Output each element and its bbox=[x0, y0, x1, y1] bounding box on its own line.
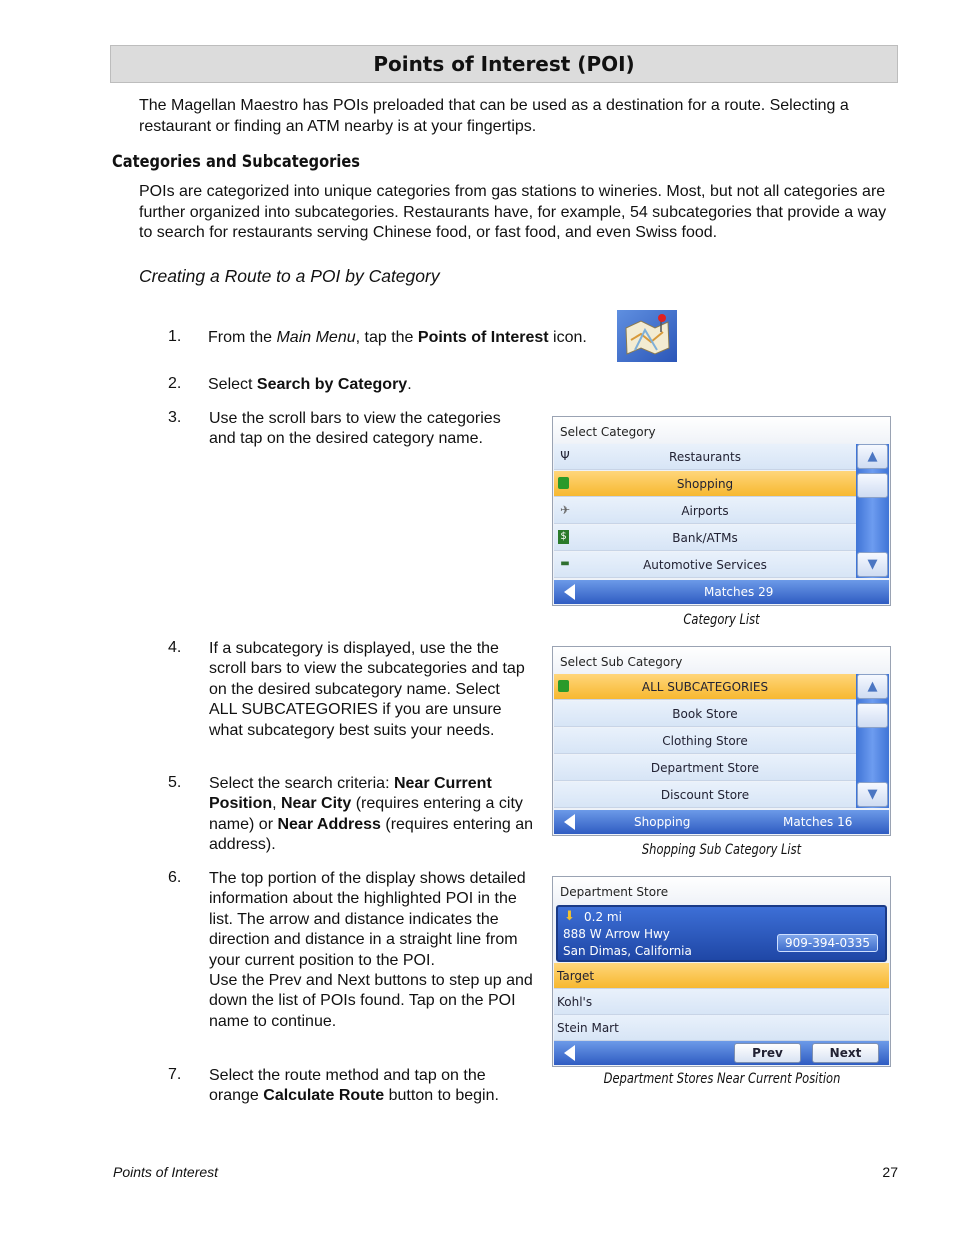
scroll-down-button[interactable] bbox=[857, 782, 888, 807]
scroll-down-button[interactable] bbox=[857, 552, 888, 577]
screen-footer bbox=[554, 810, 889, 834]
step-text-part: button to begin. bbox=[384, 1087, 499, 1105]
subsection-heading: Creating a Route to a POI by Category bbox=[139, 266, 440, 286]
poi-row-target[interactable] bbox=[554, 963, 889, 989]
back-arrow-icon[interactable] bbox=[564, 814, 575, 830]
poi-distance: 0.2 mi bbox=[584, 910, 622, 924]
step-number: 5. bbox=[168, 774, 182, 791]
step-text-part: icon. bbox=[548, 329, 587, 346]
row-label: Department Store bbox=[650, 761, 760, 775]
page-title: Points of Interest (POI) bbox=[110, 45, 898, 83]
phone-button[interactable]: 909-394-0335 bbox=[777, 934, 878, 952]
category-scrollbar[interactable] bbox=[856, 444, 889, 578]
category-row-restaurants[interactable] bbox=[554, 444, 856, 470]
near-current-position-ref: Near Current Position bbox=[209, 775, 492, 813]
poi-address: 888 W Arrow Hwy bbox=[563, 927, 670, 941]
step-5-text bbox=[209, 774, 535, 856]
subcategory-scrollbar[interactable] bbox=[856, 674, 889, 808]
poi-ref: Points of Interest bbox=[417, 329, 549, 346]
near-address-ref: Near Address bbox=[277, 815, 381, 833]
poi-row-stein-mart[interactable] bbox=[554, 1015, 889, 1041]
step-text-part: (requires entering an address). bbox=[209, 815, 534, 854]
poi-results-screen bbox=[552, 876, 891, 1067]
subcategory-row-department-store[interactable] bbox=[554, 755, 856, 781]
chevron-down-icon: ▼ bbox=[867, 557, 878, 572]
step-text-part: , bbox=[272, 795, 281, 813]
subcategory-row-clothing-store[interactable] bbox=[554, 728, 856, 754]
next-button[interactable]: Next bbox=[812, 1043, 879, 1063]
screen-header: Select Sub Category bbox=[553, 647, 890, 673]
row-label: Book Store bbox=[672, 707, 738, 721]
step-number: 1. bbox=[168, 328, 182, 345]
subcategory-list-screen bbox=[552, 646, 891, 836]
category-row-airports[interactable] bbox=[554, 498, 856, 524]
step-2-text bbox=[208, 375, 412, 395]
row-label: Target bbox=[557, 969, 595, 983]
figure-caption: Department Stores Near Current Position bbox=[603, 1071, 841, 1087]
step-3-text: Use the scroll bars to view the categories and tap on the desired category name. bbox=[209, 410, 501, 448]
back-arrow-icon[interactable] bbox=[564, 584, 575, 600]
step-number: 7. bbox=[168, 1066, 182, 1083]
subcategory-row-book-store[interactable] bbox=[554, 701, 856, 727]
subcategory-row-discount-store[interactable] bbox=[554, 782, 856, 808]
step-text-part: Select the search criteria: bbox=[209, 775, 394, 792]
step-1-text bbox=[208, 328, 587, 348]
shopping-bag-icon bbox=[558, 477, 569, 489]
matches-count: Matches 16 bbox=[783, 815, 853, 829]
step-4-text: If a subcategory is displayed, use the the scroll bars to view the subcategories and tap on the desired subcategory name. Select ALL SUBCATEGORIES if you are unsure what subcategory best suits your needs. bbox=[209, 640, 525, 739]
step-text-part: , tap the bbox=[355, 329, 418, 346]
row-label: Restaurants bbox=[669, 450, 741, 464]
poi-city: San Dimas, California bbox=[563, 944, 692, 958]
step-text-part: Select bbox=[208, 376, 257, 393]
page-number: 27 bbox=[882, 1164, 898, 1180]
figure-caption: Category List bbox=[683, 612, 760, 628]
row-label: Discount Store bbox=[660, 788, 750, 802]
scroll-up-button[interactable] bbox=[857, 444, 888, 469]
chevron-up-icon: ▲ bbox=[867, 679, 878, 694]
chevron-up-icon: ▲ bbox=[867, 449, 878, 464]
near-city-ref: Near City bbox=[281, 795, 352, 813]
shopping-bag-icon bbox=[558, 680, 569, 692]
scroll-thumb[interactable] bbox=[857, 703, 888, 728]
calculate-route-ref: Calculate Route bbox=[263, 1087, 385, 1105]
category-row-bank-atms[interactable] bbox=[554, 525, 856, 551]
screen-footer bbox=[554, 580, 889, 604]
bank-icon: $ bbox=[558, 530, 569, 544]
category-list-screen bbox=[552, 416, 891, 606]
main-menu-ref: Main Menu bbox=[276, 329, 356, 346]
fork-knife-icon: Ψ bbox=[560, 449, 570, 463]
row-label: Automotive Services bbox=[643, 558, 767, 572]
row-label: Stein Mart bbox=[557, 1021, 619, 1035]
screen-header: Department Store bbox=[553, 877, 890, 903]
category-row-automotive[interactable] bbox=[554, 552, 856, 578]
direction-arrow-icon: ⬇ bbox=[564, 909, 575, 924]
row-label: Airports bbox=[681, 504, 729, 518]
step-number: 6. bbox=[168, 869, 182, 886]
scroll-thumb[interactable] bbox=[857, 473, 888, 498]
matches-count: Matches 29 bbox=[704, 585, 774, 599]
footer-section-name: Points of Interest bbox=[113, 1164, 219, 1180]
step-6-text bbox=[209, 869, 535, 1032]
row-label: Bank/ATMs bbox=[672, 531, 738, 545]
step-7-text bbox=[209, 1066, 519, 1107]
airplane-icon: ✈ bbox=[559, 503, 571, 517]
step-text-part: Select the route method and tap on the orange bbox=[209, 1067, 486, 1105]
step-text-part: The top portion of the display shows detailed information about the highlighted POI in the list. The arrow and distance indicates the direction and distance in a straight line from your current position to the POI. bbox=[209, 870, 526, 969]
step-text-part: (requires entering a city name) or bbox=[209, 795, 523, 833]
row-label: ALL SUBCATEGORIES bbox=[641, 680, 769, 694]
step-text-part: . bbox=[407, 376, 412, 393]
back-arrow-icon[interactable] bbox=[564, 1045, 575, 1061]
step-text-part: Use the Prev and Next buttons to step up and down the list of POIs found. Tap on the POI name to continue. bbox=[209, 972, 533, 1030]
poi-detail-panel bbox=[556, 905, 887, 962]
current-category: Shopping bbox=[634, 815, 691, 829]
figure-caption: Shopping Sub Category List bbox=[641, 842, 802, 858]
prev-button[interactable]: Prev bbox=[734, 1043, 801, 1063]
step-text-part: From the bbox=[208, 329, 277, 346]
poi-row-kohls[interactable] bbox=[554, 989, 889, 1015]
section-paragraph: POIs are categorized into unique categories from gas stations to wineries. Most, but not all categories are further organized into subcategories. Restaurants have, for example, 54 subcategories that provide a way to search for restaurants serving Chinese food, or fast food, and even Swiss food. bbox=[139, 183, 887, 241]
row-label: Clothing Store bbox=[662, 734, 748, 748]
category-row-shopping[interactable] bbox=[554, 471, 856, 497]
screen-footer bbox=[554, 1041, 889, 1065]
car-icon: ▬ bbox=[560, 558, 570, 569]
section-heading: Categories and Subcategories bbox=[112, 152, 360, 172]
step-number: 4. bbox=[168, 639, 182, 656]
subcategory-row-all[interactable] bbox=[554, 674, 856, 700]
step-number: 3. bbox=[168, 409, 182, 426]
chevron-down-icon: ▼ bbox=[867, 787, 878, 802]
screen-header: Select Category bbox=[553, 417, 890, 443]
intro-paragraph: The Magellan Maestro has POIs preloaded that can be used as a destination for a route. Selecting a restaurant or finding an ATM nearby is at your fingertips. bbox=[139, 97, 849, 135]
scroll-up-button[interactable] bbox=[857, 674, 888, 699]
search-by-category-ref: Search by Category bbox=[256, 376, 408, 393]
row-label: Shopping bbox=[676, 477, 734, 491]
row-label: Kohl's bbox=[557, 995, 593, 1009]
step-number: 2. bbox=[168, 375, 182, 392]
points-of-interest-icon bbox=[617, 310, 677, 362]
